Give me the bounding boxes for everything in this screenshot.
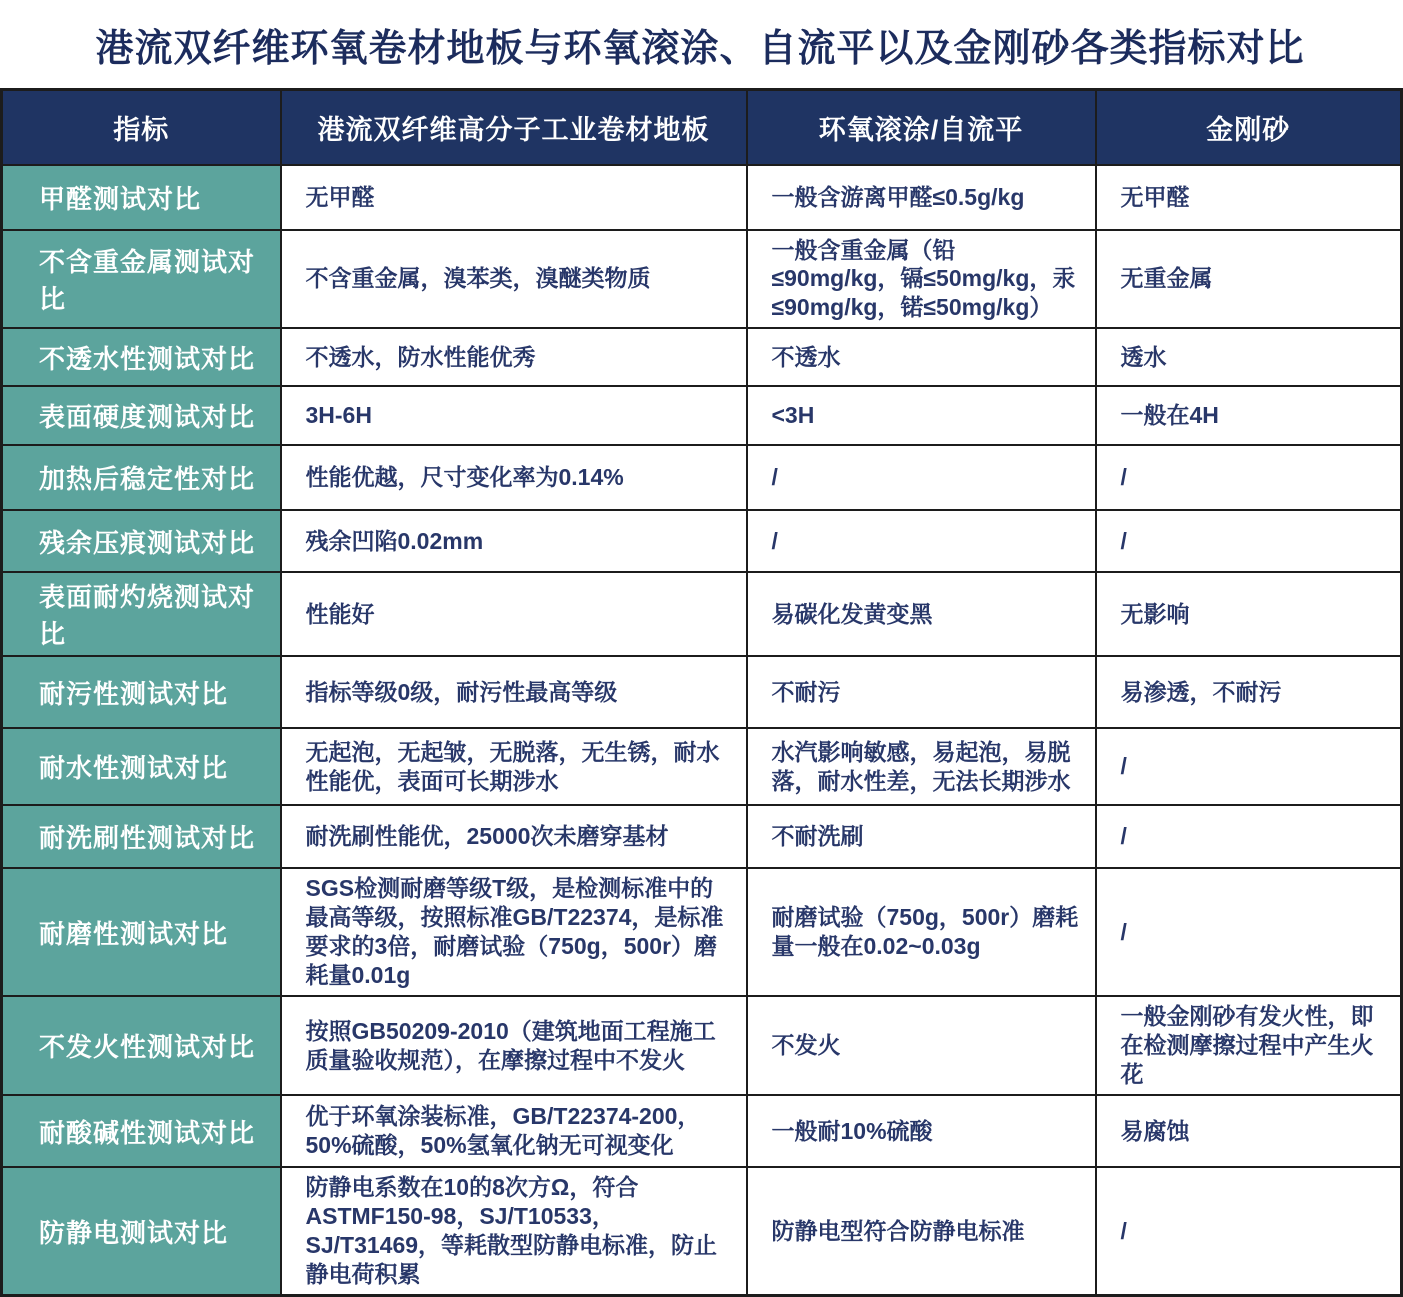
header-row bbox=[2, 90, 1402, 165]
indicator-cell: 耐磨性测试对比 bbox=[2, 868, 281, 996]
table-cell: 防静电系数在10的8次方Ω，符合ASTMF150-98，SJ/T10533，SJ/T31469，等耗散型防静电标准，防止静电荷积累 bbox=[281, 1167, 747, 1295]
table-cell: 透水 bbox=[1096, 328, 1402, 386]
comparison-table bbox=[0, 88, 1403, 1297]
table-cell: SGS检测耐磨等级T级，是检测标准中的最高等级，按照标准GB/T22374，是标准要求的3倍，耐磨试验（750g，500r）磨耗量0.01g bbox=[281, 868, 747, 996]
table-cell: 不耐污 bbox=[747, 656, 1096, 728]
indicator-cell: 不发火性测试对比 bbox=[2, 996, 281, 1095]
indicator-cell: 残余压痕测试对比 bbox=[2, 510, 281, 572]
table-row bbox=[2, 230, 1402, 329]
table-cell: 不耐洗刷 bbox=[747, 805, 1096, 868]
table-row bbox=[2, 165, 1402, 230]
table-cell: / bbox=[747, 510, 1096, 572]
table-row bbox=[2, 445, 1402, 510]
table-cell: / bbox=[1096, 868, 1402, 996]
table-cell: 无甲醛 bbox=[1096, 165, 1402, 230]
table-row bbox=[2, 572, 1402, 656]
table-cell: 无重金属 bbox=[1096, 230, 1402, 329]
table-cell: 一般含重金属（铅≤90mg/kg，镉≤50mg/kg，汞≤90mg/kg，锘≤50mg/kg） bbox=[747, 230, 1096, 329]
table-cell: 按照GB50209-2010（建筑地面工程施工质量验收规范），在摩擦过程中不发火 bbox=[281, 996, 747, 1095]
table-row bbox=[2, 1095, 1402, 1167]
table-row bbox=[2, 1167, 1402, 1295]
table-cell: 易腐蚀 bbox=[1096, 1095, 1402, 1167]
table-cell: 一般金刚砂有发火性，即在检测摩擦过程中产生火花 bbox=[1096, 996, 1402, 1095]
table-cell: 耐磨试验（750g，500r）磨耗量一般在0.02~0.03g bbox=[747, 868, 1096, 996]
indicator-cell: 耐洗刷性测试对比 bbox=[2, 805, 281, 868]
table-row bbox=[2, 868, 1402, 996]
table-row bbox=[2, 728, 1402, 805]
table-cell: 一般含游离甲醛≤0.5g/kg bbox=[747, 165, 1096, 230]
table-cell: / bbox=[747, 445, 1096, 510]
indicator-cell: 甲醛测试对比 bbox=[2, 165, 281, 230]
indicator-cell: 防静电测试对比 bbox=[2, 1167, 281, 1295]
page-title: 港流双纤维环氧卷材地板与环氧滚涂、自流平以及金刚砂各类指标对比 bbox=[95, 27, 1305, 70]
table-cell: / bbox=[1096, 1167, 1402, 1295]
indicator-cell: 耐污性测试对比 bbox=[2, 656, 281, 728]
table-cell: 不透水 bbox=[747, 328, 1096, 386]
table-cell: 不含重金属，溴苯类，溴醚类物质 bbox=[281, 230, 747, 329]
table-row bbox=[2, 996, 1402, 1095]
table-cell: 性能好 bbox=[281, 572, 747, 656]
table-cell: / bbox=[1096, 805, 1402, 868]
table-cell: 水汽影响敏感，易起泡，易脱落，耐水性差，无法长期涉水 bbox=[747, 728, 1096, 805]
indicator-cell: 不透水性测试对比 bbox=[2, 328, 281, 386]
table-cell: 3H-6H bbox=[281, 386, 747, 445]
table-cell: 无影响 bbox=[1096, 572, 1402, 656]
table-header bbox=[2, 90, 1402, 165]
title-bar bbox=[0, 0, 1400, 88]
table-row bbox=[2, 328, 1402, 386]
table-cell: 指标等级0级，耐污性最高等级 bbox=[281, 656, 747, 728]
table-cell: / bbox=[1096, 445, 1402, 510]
indicator-cell: 耐酸碱性测试对比 bbox=[2, 1095, 281, 1167]
indicator-cell: 耐水性测试对比 bbox=[2, 728, 281, 805]
table-cell: 残余凹陷0.02mm bbox=[281, 510, 747, 572]
table-cell: 无起泡，无起皱，无脱落，无生锈，耐水性能优，表面可长期涉水 bbox=[281, 728, 747, 805]
table-cell: 性能优越，尺寸变化率为0.14% bbox=[281, 445, 747, 510]
indicator-cell: 不含重金属测试对比 bbox=[2, 230, 281, 329]
table-cell: 优于环氧涂装标准，GB/T22374-200，50%硫酸，50%氢氧化钠无可视变化 bbox=[281, 1095, 747, 1167]
table-cell: 不发火 bbox=[747, 996, 1096, 1095]
table-cell: 一般在4H bbox=[1096, 386, 1402, 445]
table-cell: 耐洗刷性能优，25000次未磨穿基材 bbox=[281, 805, 747, 868]
table-cell: <3H bbox=[747, 386, 1096, 445]
column-header-emery: 金刚砂 bbox=[1096, 90, 1402, 165]
table-row bbox=[2, 656, 1402, 728]
table-cell: 一般耐10%硫酸 bbox=[747, 1095, 1096, 1167]
table-row bbox=[2, 386, 1402, 445]
table-cell: 易渗透，不耐污 bbox=[1096, 656, 1402, 728]
table-body bbox=[2, 165, 1402, 1296]
table-row bbox=[2, 510, 1402, 572]
indicator-cell: 加热后稳定性对比 bbox=[2, 445, 281, 510]
column-header-gangliu-floor: 港流双纤维高分子工业卷材地板 bbox=[281, 90, 747, 165]
column-header-epoxy-selfleveling: 环氧滚涂/自流平 bbox=[747, 90, 1096, 165]
column-header-indicator: 指标 bbox=[2, 90, 281, 165]
table-cell: / bbox=[1096, 510, 1402, 572]
table-cell: 防静电型符合防静电标准 bbox=[747, 1167, 1096, 1295]
table-cell: 不透水，防水性能优秀 bbox=[281, 328, 747, 386]
table-cell: 无甲醛 bbox=[281, 165, 747, 230]
table-row bbox=[2, 805, 1402, 868]
indicator-cell: 表面耐灼烧测试对比 bbox=[2, 572, 281, 656]
table-cell: 易碳化发黄变黑 bbox=[747, 572, 1096, 656]
table-cell: / bbox=[1096, 728, 1402, 805]
indicator-cell: 表面硬度测试对比 bbox=[2, 386, 281, 445]
